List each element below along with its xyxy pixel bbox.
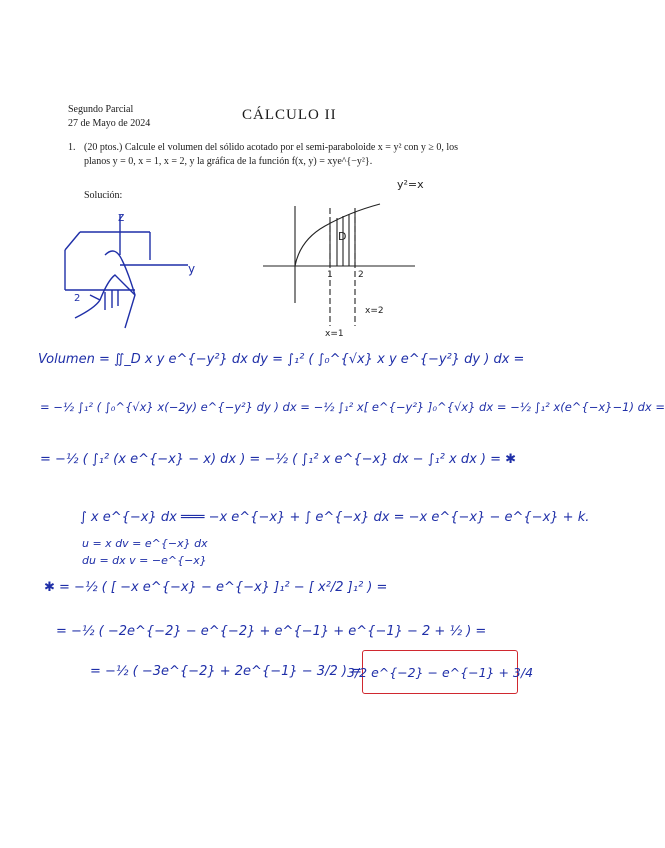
tick-2-label: 2	[358, 270, 364, 280]
solid-3d-sketch	[60, 210, 200, 330]
region-label: D	[338, 230, 347, 243]
problem-number: 1.	[68, 142, 76, 153]
tick-1-label: 1	[327, 270, 333, 280]
final-result: 3/2 e^{−2} − e^{−1} + 3/4	[346, 664, 534, 680]
work-line-3: = −½ ( ∫₁² (x e^{−x} − x) dx ) = −½ ( ∫₁² x e^{−x} dx − ∫₁² x dx ) = ✱	[40, 452, 517, 467]
exam-date: 27 de Mayo de 2024	[68, 118, 151, 129]
work-line-6: du = dx v = −e^{−x}	[82, 554, 207, 567]
solution-label: Solución:	[84, 190, 123, 201]
curve-label: y²=x	[397, 178, 424, 191]
sketch3d-tick-2: 2	[74, 293, 81, 304]
line-x1-label: x=1	[325, 329, 344, 339]
course-title: CÁLCULO II	[242, 107, 337, 123]
problem-line-2: planos y = 0, x = 1, x = 2, y la gráfica de la función f(x, y) = xye^{−y²}.	[84, 156, 373, 167]
region-2d-sketch	[255, 178, 425, 338]
exam-name: Segundo Parcial	[68, 104, 134, 115]
final-result-box	[346, 650, 534, 694]
sketch3d-y-label: y	[188, 262, 196, 276]
work-line-4: ∫ x e^{−x} dx ═══ −x e^{−x} + ∫ e^{−x} dx = −x e^{−x} − e^{−x} + k.	[80, 510, 590, 525]
line-x2-label: x=2	[365, 306, 384, 316]
sketch3d-z-label: z	[118, 210, 125, 224]
work-line-5: u = x dv = e^{−x} dx	[82, 537, 208, 550]
work-line-9: = −½ ( −3e^{−2} + 2e^{−1} − 3/2 ) =	[90, 664, 362, 679]
work-line-8: = −½ ( −2e^{−2} − e^{−2} + e^{−1} + e^{−1} − 2 + ½ ) =	[56, 624, 487, 639]
work-line-7: ✱ = −½ ( [ −x e^{−x} − e^{−x} ]₁² − [ x²/2 ]₁² ) =	[44, 580, 388, 595]
work-line-2: = −½ ∫₁² ( ∫₀^{√x} x(−2y) e^{−y²} dy ) dx = −½ ∫₁² x[ e^{−y²} ]₀^{√x} dx = −½ ∫₁² x(e^{−x}−1) dx =	[40, 400, 665, 414]
problem-line-1: (20 ptos.) Calcule el volumen del sólido acotado por el semi-paraboloide x = y² con y ≥ 0, los	[84, 142, 459, 153]
work-line-1: Volumen = ∬_D x y e^{−y²} dx dy = ∫₁² ( ∫₀^{√x} x y e^{−y²} dy ) dx =	[38, 352, 525, 367]
